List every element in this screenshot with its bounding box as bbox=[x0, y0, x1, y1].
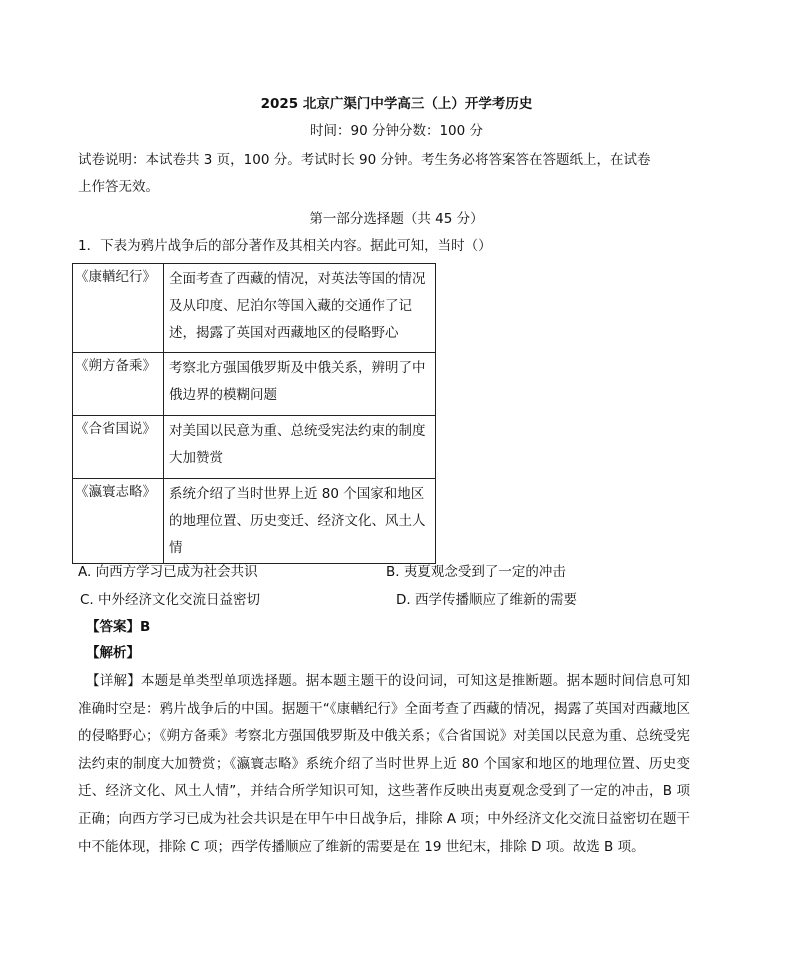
table-row bbox=[73, 353, 436, 416]
answer-line: 【答案】B bbox=[86, 619, 151, 635]
work-desc-cell: 对美国以民意为重、总统受宪法约束的制度大加赞赏 bbox=[164, 416, 436, 479]
option-c[interactable]: C. 中外经济文化交流日益密切 bbox=[80, 592, 261, 608]
section-title: 第一部分选择题（共 45 分） bbox=[309, 211, 484, 227]
analysis-paragraph: 【详解】本题是单类型单项选择题。据本题主题干的设问词，可知这是推断题。据本题时间信息可知准确时空是：鸦片战争后的中国。据题干“《康輶纪行》全面考查了西藏的情况，揭露了英国对西藏地区的侵略野心；《朔方备乘》考察北方强国俄罗斯及中俄关系；《合省国说》对美国以民意为重、总统受宪法约束的制度大加赞赏；《瀛寰志略》系统介绍了当时世界上近 80 个国家和地区的地理位置、历史变迁、经济文化、风土人情”，并结合所学知识可知，这些著作反映出夷夏观念受到了一定的冲击，B 项正确；向西方学习已成为社会共识是在甲午中日战争后，排除 A 项；中外经济文化交流日益密切在题干中不能体现，排除 C 项；西学传播顺应了维新的需要是在 19 世纪末，排除 D 项。故选 B 项。 bbox=[78, 673, 690, 855]
option-a[interactable]: A. 向西方学习已成为社会共识 bbox=[78, 564, 258, 580]
work-desc-cell: 考察北方强国俄罗斯及中俄关系，辨明了中俄边界的模糊问题 bbox=[164, 353, 436, 416]
table-row bbox=[73, 479, 436, 564]
works-table bbox=[72, 263, 436, 564]
work-title-cell: 《瀛寰志略》 bbox=[73, 479, 164, 564]
question-stem: 1．下表为鸦片战争后的部分著作及其相关内容。据此可知，当时（） bbox=[78, 238, 492, 254]
work-title-cell: 《合省国说》 bbox=[73, 416, 164, 479]
work-title-cell: 《康輶纪行》 bbox=[73, 264, 164, 353]
exam-time-info: 时间：90 分钟分数：100 分 bbox=[309, 123, 484, 139]
work-desc-cell: 全面考查了西藏的情况，对英法等国的情况及从印度、尼泊尔等国入藏的交通作了记述，揭露了英国对西藏地区的侵略野心 bbox=[164, 264, 436, 353]
exam-instructions-line2: 上作答无效。 bbox=[78, 179, 159, 195]
option-d[interactable]: D. 西学传播顺应了维新的需要 bbox=[396, 592, 577, 608]
option-b[interactable]: B. 夷夏观念受到了一定的冲击 bbox=[386, 564, 566, 580]
analysis-heading: 【解析】 bbox=[86, 645, 140, 661]
exam-title: 2025 北京广渠门中学高三（上）开学考历史 bbox=[260, 96, 533, 112]
table-row bbox=[73, 264, 436, 353]
work-title-cell: 《朔方备乘》 bbox=[73, 353, 164, 416]
exam-instructions-line1: 试卷说明：本试卷共 3 页，100 分。考试时长 90 分钟。考生务必将答案答在答题纸上，在试卷 bbox=[78, 152, 651, 168]
table-row bbox=[73, 416, 436, 479]
work-desc-cell: 系统介绍了当时世界上近 80 个国家和地区的地理位置、历史变迁、经济文化、风土人情 bbox=[164, 479, 436, 564]
